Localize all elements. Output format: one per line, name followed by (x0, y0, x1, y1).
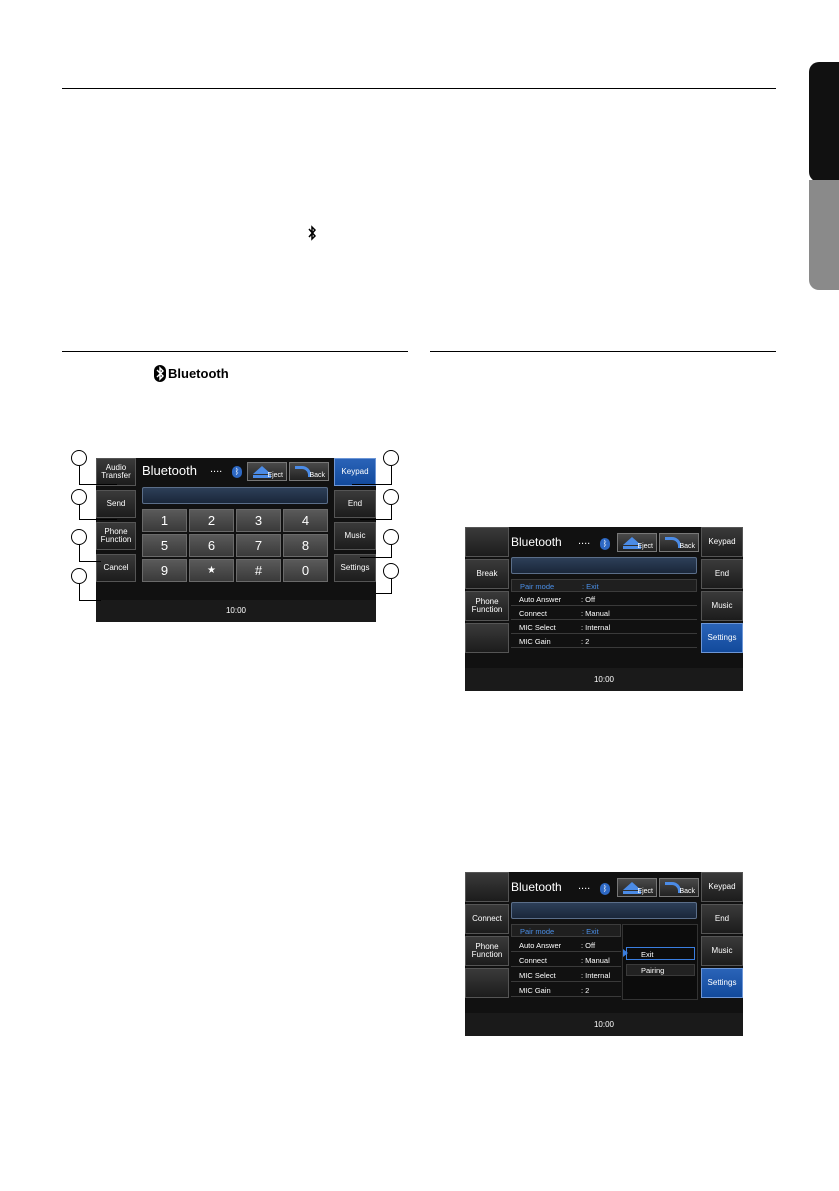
screen-title: Bluetooth (511, 880, 562, 894)
left-blank-button[interactable] (465, 527, 509, 557)
status-bar (465, 668, 743, 691)
left-blank-button[interactable] (465, 968, 509, 998)
callout-circle (383, 529, 399, 545)
eject-button[interactable] (247, 462, 287, 481)
section-rule-right (430, 351, 776, 352)
leader-line (360, 519, 392, 520)
status-field (511, 557, 697, 574)
eject-label: Eject (637, 888, 653, 895)
phone-function-button[interactable]: Phone Function (465, 591, 509, 621)
key-0[interactable]: 0 (283, 559, 328, 582)
screen-title: Bluetooth (511, 535, 562, 549)
leader-line (360, 557, 392, 558)
leader-line (79, 466, 80, 484)
leader-line (79, 584, 80, 600)
settings-row-mic-select[interactable]: MIC Select : Internal (511, 621, 697, 634)
keypad-screen (96, 458, 376, 622)
key-6[interactable]: 6 (189, 534, 234, 557)
bluetooth-logo-icon (154, 365, 166, 382)
settings-row-mic-gain[interactable]: MIC Gain : 2 (511, 984, 621, 997)
leader-line (79, 505, 80, 519)
back-label: Back (309, 472, 325, 479)
end-button[interactable]: End (701, 904, 743, 934)
title-dots: .... (578, 880, 591, 892)
leader-line (376, 593, 392, 594)
back-button[interactable] (659, 878, 699, 897)
leader-line (391, 579, 392, 593)
status-bar (465, 1013, 743, 1036)
callout-circle (71, 450, 87, 466)
bluetooth-status-icon: ᛒ (232, 466, 242, 478)
eject-button[interactable] (617, 533, 657, 552)
title-dots: .... (578, 535, 591, 547)
phone-function-button[interactable]: Phone Function (96, 522, 136, 550)
dropdown-option-pairing[interactable]: Pairing (626, 964, 695, 976)
settings-screen (465, 527, 743, 691)
settings-row-pair-mode[interactable]: Pair mode : Exit (511, 924, 621, 937)
settings-row-mic-gain[interactable]: MIC Gain : 2 (511, 635, 697, 648)
leader-line (79, 600, 101, 601)
settings-button[interactable]: Settings (701, 623, 743, 653)
key-star[interactable]: ★ (189, 559, 234, 582)
eject-label: Eject (267, 472, 283, 479)
key-9[interactable]: 9 (142, 559, 187, 582)
left-blank-button[interactable] (465, 872, 509, 902)
clock: 10:00 (593, 1020, 615, 1029)
eject-label: Eject (637, 543, 653, 550)
settings-row-mic-select[interactable]: MIC Select : Internal (511, 969, 621, 982)
leader-line (79, 545, 80, 561)
leader-line (79, 561, 101, 562)
audio-transfer-button[interactable]: Audio Transfer (96, 458, 136, 486)
key-7[interactable]: 7 (236, 534, 281, 557)
leader-line (79, 519, 117, 520)
bluetooth-logo (154, 364, 229, 382)
key-5[interactable]: 5 (142, 534, 187, 557)
keypad-button[interactable]: Keypad (701, 872, 743, 902)
back-button[interactable] (659, 533, 699, 552)
settings-row-pair-mode[interactable]: Pair mode : Exit (511, 579, 697, 592)
key-3[interactable]: 3 (236, 509, 281, 532)
side-tab-dark (809, 62, 839, 182)
callout-circle (71, 529, 87, 545)
key-4[interactable]: 4 (283, 509, 328, 532)
back-label: Back (679, 888, 695, 895)
number-input-field[interactable] (142, 487, 328, 504)
leader-line (391, 545, 392, 557)
music-button[interactable]: Music (701, 936, 743, 966)
bluetooth-status-icon: ᛒ (600, 883, 610, 895)
section-rule-left (62, 351, 408, 352)
dropdown-option-exit[interactable]: Exit (626, 947, 695, 960)
status-field (511, 902, 697, 919)
music-button[interactable]: Music (701, 591, 743, 621)
end-button[interactable]: End (334, 490, 376, 518)
settings-button[interactable]: Settings (701, 968, 743, 998)
settings-dropdown-screen (465, 872, 743, 1036)
callout-circle (383, 563, 399, 579)
connect-button[interactable]: Connect (465, 904, 509, 934)
left-blank-button[interactable] (465, 623, 509, 653)
music-button[interactable]: Music (334, 522, 376, 550)
settings-row-connect[interactable]: Connect : Manual (511, 954, 621, 967)
status-bar (96, 600, 376, 622)
end-button[interactable]: End (701, 559, 743, 589)
clock: 10:00 (593, 675, 615, 684)
settings-row-auto-answer[interactable]: Auto Answer : Off (511, 593, 697, 606)
side-tab-grey (809, 180, 839, 290)
screen-title: Bluetooth (142, 463, 197, 478)
bluetooth-logo-text: Bluetooth (168, 365, 229, 381)
bluetooth-symbol-icon (307, 225, 317, 241)
key-1[interactable]: 1 (142, 509, 187, 532)
callout-circle (71, 489, 87, 505)
pair-mode-dropdown (622, 924, 698, 1000)
bluetooth-status-icon: ᛒ (600, 538, 610, 550)
key-2[interactable]: 2 (189, 509, 234, 532)
callout-circle (383, 489, 399, 505)
keypad-button[interactable]: Keypad (334, 458, 376, 486)
leader-line (79, 484, 117, 485)
back-button[interactable] (289, 462, 329, 481)
clock: 10:00 (225, 606, 247, 615)
settings-button[interactable]: Settings (334, 554, 376, 582)
cancel-button[interactable]: Cancel (96, 554, 136, 582)
callout-circle (71, 568, 87, 584)
break-button[interactable]: Break (465, 559, 509, 589)
send-button[interactable]: Send (96, 490, 136, 518)
phone-function-button[interactable]: Phone Function (465, 936, 509, 966)
key-8[interactable]: 8 (283, 534, 328, 557)
top-rule (62, 88, 776, 89)
callout-circle (383, 450, 399, 466)
leader-line (352, 484, 392, 485)
settings-row-connect[interactable]: Connect : Manual (511, 607, 697, 620)
leader-line (391, 505, 392, 519)
settings-row-auto-answer[interactable]: Auto Answer : Off (511, 939, 621, 952)
keypad-button[interactable]: Keypad (701, 527, 743, 557)
back-label: Back (679, 543, 695, 550)
eject-button[interactable] (617, 878, 657, 897)
key-hash[interactable]: # (236, 559, 281, 582)
leader-line (391, 466, 392, 484)
title-dots: .... (210, 463, 223, 475)
